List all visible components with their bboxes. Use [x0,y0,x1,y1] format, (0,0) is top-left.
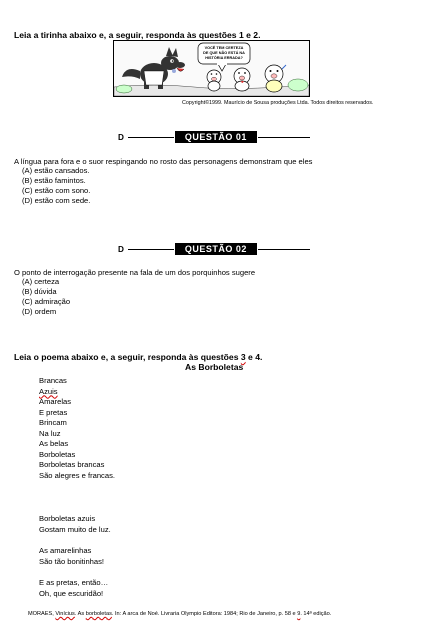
question-01-prefix: D [118,132,124,142]
poem-line: Azuis [39,386,58,396]
option-a: (A) certeza [22,277,60,286]
speech-balloon [198,43,250,71]
option-b: (B) estão famintos. [22,176,86,185]
poem-line: Oh, que escuridão! [39,588,104,598]
poem-stanza-4 [39,578,108,599]
svg-text:HISTÓRIA ERRADA?: HISTÓRIA ERRADA? [205,56,243,60]
poem-line: E as pretas, então… [39,578,109,587]
poem-line: São tão bonitinhas! [39,556,105,566]
question-02-header [118,243,311,255]
svg-text:VOCÊ TEM CERTEZA: VOCÊ TEM CERTEZA [204,46,244,50]
poem-line: Brincam [39,418,67,427]
header-rule-left [128,137,174,138]
instruction-comic: Leia a tirinha abaixo e, a seguir, responda às questões 1 e 2. [14,30,261,40]
option-a: (A) estão cansados. [22,166,90,175]
question-02-text: O ponto de interrogação presente na fala de um dos porquinhos sugere [14,268,256,277]
poem-line: Brancas [39,376,67,385]
option-c: (C) estão com sono. [22,186,91,195]
option-d: (D) estão com sede. [22,196,91,205]
question-02-options [22,277,70,317]
poem-line: E pretas [39,407,68,417]
question-01-label: QUESTÃO 01 [175,131,257,143]
poem-line: Borboletas azuis [39,514,96,523]
pig-figure-2 [234,68,250,91]
poem-stanza-1 [39,376,115,481]
question-01-header [118,131,311,143]
option-c: (C) admiração [22,297,71,306]
svg-text:DE QUE NÃO ESTÁ NA: DE QUE NÃO ESTÁ NA [203,51,245,55]
header-rule-left [128,249,174,250]
header-rule-right [258,137,310,138]
header-rule-right [258,249,310,250]
wolf-figure [122,47,185,89]
poem-stanza-2 [39,514,111,535]
poem-line: Gostam muito de luz. [39,524,111,534]
comic-copyright: Copyright©1999. Maurício de Sousa produções Ltda. Todos direitos reservados. [182,100,374,106]
comic-drawing [114,41,309,96]
poem-line: Na luz [39,428,61,438]
instruction-poem: Leia o poema abaixo e, a seguir, responda às questões 3 e 4. [14,352,263,362]
poem-line: Borboletas [39,449,76,459]
poem-title: As Borboletas [185,362,244,372]
poem-line: São alegres e francas. [39,470,115,480]
pig-figure-1 [207,70,221,91]
option-d: (D) ordem [22,307,57,316]
poem-reference: MORAES, Vinícius. As borboletas. In: A arca de Noé. Livraria Olympio Editora: 1984; Rio de Janeiro, p. 58 e 9. 14ª edição. [28,611,332,617]
question-01-text: A língua para fora e o suor respingando no rosto das personagens demonstram que eles [14,157,313,166]
poem-line: Amarelas [39,397,72,406]
comic-strip-image [113,40,310,97]
question-02-label: QUESTÃO 02 [175,243,257,255]
option-b: (B) dúvida [22,287,57,296]
question-01-options [22,166,90,206]
poem-stanza-3 [39,546,104,567]
poem-line: As belas [39,439,69,448]
question-02-prefix: D [118,244,124,254]
poem-line: As amarelinhas [39,546,92,555]
poem-line: Borboletas brancas [39,460,105,469]
